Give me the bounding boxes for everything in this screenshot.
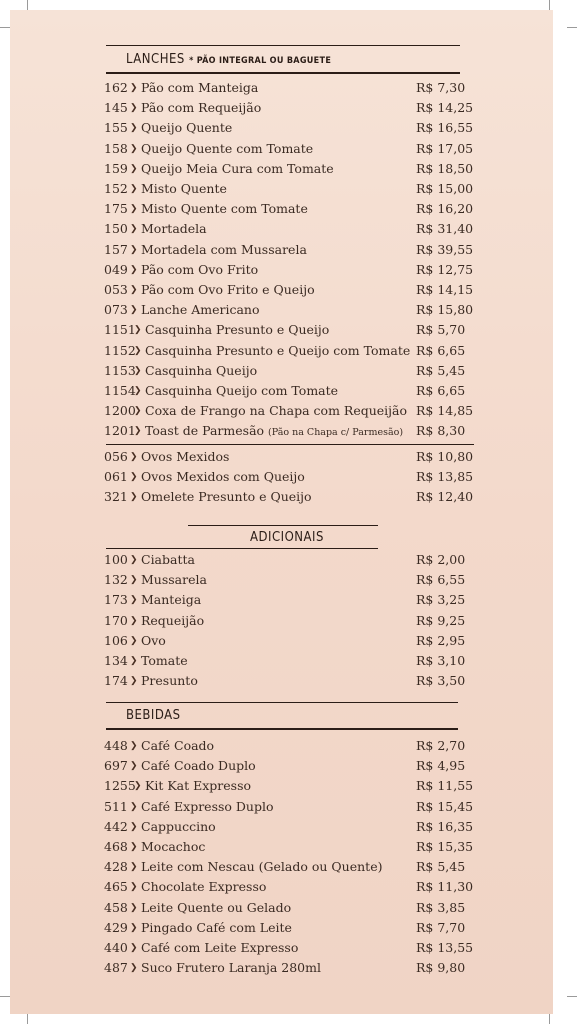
item-name-text: Pão com Ovo Frito e Queijo — [141, 282, 315, 297]
item-name — [141, 570, 207, 590]
item-price: R$ 16,20 — [416, 201, 474, 217]
item-name — [145, 361, 257, 381]
item-code: 458 — [104, 899, 128, 915]
item-name-text: Suco Frutero Laranja 280ml — [141, 960, 321, 976]
item-name — [141, 219, 207, 239]
item-name — [141, 118, 232, 138]
item-name-text: Pão com Requeijão — [141, 100, 262, 116]
item-name-text: Ovo — [141, 632, 166, 648]
item-code: 145 — [104, 100, 128, 116]
item-code: 1200 — [104, 403, 136, 419]
item-name — [141, 756, 256, 776]
item-price: R$ 3,10 — [416, 653, 466, 668]
item-code: 061 — [104, 469, 128, 485]
item-name — [145, 341, 410, 361]
item-name — [141, 817, 216, 837]
chevron-right-icon: ❯ — [130, 821, 138, 832]
chevron-right-icon: ❯ — [130, 472, 138, 483]
item-name — [141, 139, 313, 159]
item-name — [141, 671, 198, 691]
item-name — [141, 260, 258, 280]
item-name — [141, 447, 229, 467]
item-name-text: Mortadela — [141, 221, 207, 237]
item-name — [145, 401, 407, 421]
chevron-right-icon: ❯ — [130, 801, 138, 812]
item-price: R$ 4,95 — [416, 758, 466, 774]
chevron-right-icon: ❯ — [130, 244, 138, 255]
item-name — [145, 320, 329, 340]
item-name — [141, 240, 307, 260]
item-name — [145, 381, 338, 401]
item-price: R$ 2,95 — [416, 632, 466, 648]
item-name-text: Cappuccino — [141, 818, 216, 834]
item-code: 174 — [104, 673, 128, 689]
chevron-right-icon: ❯ — [130, 635, 138, 646]
item-name — [141, 837, 205, 857]
chevron-right-icon: ❯ — [130, 922, 138, 933]
item-name — [145, 421, 403, 443]
menu-item-row — [104, 857, 484, 877]
item-name-text: Café com Leite Expresso — [141, 940, 299, 955]
item-price: R$ 2,70 — [416, 738, 466, 753]
menu-item-row — [104, 918, 484, 938]
menu-item-row — [104, 421, 484, 441]
rule-lanches-bottom — [106, 72, 460, 74]
rule-bebidas-top — [106, 702, 458, 703]
chevron-right-icon: ❯ — [130, 224, 138, 235]
item-name — [141, 467, 305, 487]
item-price: R$ 9,25 — [416, 612, 466, 628]
item-name-text: Coxa de Frango na Chapa com Requeijão — [145, 403, 408, 419]
menu-item-row — [104, 118, 484, 138]
item-price: R$ 13,55 — [416, 940, 474, 955]
menu-item-row — [104, 958, 484, 978]
item-price: R$ 3,25 — [416, 592, 466, 608]
adicionais-title: ADICIONAIS — [250, 530, 324, 545]
menu-item-row — [104, 240, 484, 260]
chevron-right-icon: ❯ — [130, 285, 138, 295]
item-code: 428 — [104, 859, 128, 875]
menu-item-row — [104, 570, 484, 590]
item-name — [141, 877, 266, 897]
chevron-right-icon: ❯ — [130, 656, 138, 666]
chevron-right-icon: ❯ — [130, 184, 138, 194]
item-name — [145, 776, 251, 796]
item-name — [141, 958, 321, 978]
chevron-right-icon: ❯ — [130, 862, 138, 873]
item-name — [141, 918, 292, 938]
item-code: 155 — [104, 120, 128, 136]
crop-mark — [567, 996, 577, 997]
item-name — [141, 797, 274, 817]
menu-item-row — [104, 361, 484, 381]
item-code: 429 — [104, 919, 128, 935]
menu-item-row — [104, 756, 484, 776]
item-code: 134 — [104, 653, 128, 668]
item-name-text: Pingado Café com Leite — [141, 919, 292, 935]
item-price: R$ 11,30 — [416, 879, 474, 895]
menu-item-row — [104, 260, 484, 280]
chevron-right-icon: ❯ — [130, 163, 138, 174]
chevron-right-icon: ❯ — [130, 963, 138, 974]
item-name-text: Casquinha Queijo com Tomate — [145, 383, 339, 398]
item-name-text: Pão com Manteiga — [141, 80, 259, 95]
item-name-text: Manteiga — [141, 592, 202, 608]
section-title-adicionais — [250, 530, 324, 545]
chevron-right-icon: ❯ — [130, 305, 138, 316]
chevron-right-icon: ❯ — [130, 204, 138, 215]
item-price: R$ 9,80 — [416, 960, 466, 976]
item-name — [141, 651, 188, 671]
item-name-text: Kit Kat Expresso — [145, 778, 252, 794]
menu-item-row — [104, 381, 484, 401]
item-note: (Pão na Chapa c/ Parmesão) — [268, 427, 404, 439]
item-price: R$ 3,50 — [416, 673, 466, 689]
item-price: R$ 17,05 — [416, 140, 474, 156]
section-title-bebidas — [126, 708, 181, 723]
item-name — [141, 159, 334, 179]
item-name — [141, 78, 258, 98]
item-code: 487 — [104, 960, 128, 976]
crop-mark — [0, 27, 10, 28]
item-price: R$ 12,75 — [416, 261, 474, 277]
chevron-right-icon: ❯ — [130, 452, 138, 462]
chevron-right-icon: ❯ — [130, 264, 138, 275]
item-code: 049 — [104, 261, 128, 277]
item-price: R$ 14,25 — [416, 100, 474, 116]
menu-item-row — [104, 300, 484, 320]
menu-item-row — [104, 817, 484, 837]
item-price: R$ 3,85 — [416, 899, 466, 915]
item-code: 056 — [104, 449, 128, 464]
item-name — [141, 300, 260, 320]
item-name-text: Misto Quente — [141, 181, 227, 196]
item-code: 1154 — [104, 383, 136, 398]
item-name-text: Omelete Presunto e Queijo — [141, 489, 312, 505]
menu-item-row — [104, 139, 484, 159]
item-price: R$ 15,35 — [416, 839, 474, 854]
item-name-text: Presunto — [141, 673, 198, 689]
item-name-text: Casquinha Presunto e Queijo com Tomate — [145, 342, 411, 358]
rule-adicionais-bottom — [106, 548, 378, 549]
item-name-text: Queijo Quente com Tomate — [141, 140, 314, 156]
item-name-text: Café Coado Duplo — [141, 758, 256, 774]
chevron-right-icon: ❯ — [134, 406, 142, 417]
menu-item-row — [104, 736, 484, 756]
item-code: 053 — [104, 282, 128, 297]
item-price: R$ 14,85 — [416, 403, 474, 419]
item-code: 100 — [104, 552, 128, 567]
item-price: R$ 31,40 — [416, 221, 474, 237]
item-code: 150 — [104, 221, 128, 237]
item-name — [141, 631, 166, 651]
crop-mark — [549, 0, 550, 10]
item-name-text: Chocolate Expresso — [141, 879, 267, 895]
chevron-right-icon: ❯ — [130, 123, 138, 134]
item-name — [141, 550, 195, 570]
item-price: R$ 15,80 — [416, 302, 474, 318]
item-name — [141, 938, 298, 958]
item-price: R$ 5,45 — [416, 859, 466, 875]
item-code: 175 — [104, 201, 128, 217]
item-price: R$ 2,00 — [416, 552, 466, 567]
chevron-right-icon: ❯ — [130, 595, 138, 606]
chevron-right-icon: ❯ — [130, 761, 138, 772]
section-title-lanches — [126, 52, 331, 67]
item-name-text: Toast de Parmesão — [145, 423, 265, 439]
menu-item-row — [104, 98, 484, 118]
chevron-right-icon: ❯ — [134, 386, 142, 396]
crop-mark — [27, 0, 28, 10]
item-price: R$ 11,55 — [416, 778, 474, 794]
rule-ovos-divider — [106, 444, 474, 445]
item-name-text: Queijo Meia Cura com Tomate — [141, 160, 334, 176]
menu-item-row — [104, 447, 484, 467]
menu-page — [10, 10, 553, 1014]
menu-item-row — [104, 651, 484, 671]
chevron-right-icon: ❯ — [130, 83, 138, 93]
item-name-text: Misto Quente com Tomate — [141, 201, 308, 217]
item-code: 157 — [104, 241, 128, 257]
item-name — [141, 487, 312, 507]
chevron-right-icon: ❯ — [134, 426, 142, 437]
item-name — [141, 590, 201, 610]
menu-item-row — [104, 776, 484, 796]
item-name-text: Casquinha Queijo — [145, 362, 258, 378]
menu-item-row — [104, 78, 484, 98]
item-name-text: Queijo Quente — [141, 120, 233, 136]
item-price: R$ 7,70 — [416, 919, 466, 935]
chevron-right-icon: ❯ — [130, 676, 138, 687]
menu-item-row — [104, 837, 484, 857]
rule-lanches-top — [106, 45, 460, 46]
item-code: 440 — [104, 940, 128, 955]
item-price: R$ 13,85 — [416, 469, 474, 485]
item-code: 321 — [104, 489, 128, 505]
chevron-right-icon: ❯ — [134, 345, 142, 356]
item-code: 173 — [104, 592, 128, 608]
item-code: 170 — [104, 612, 128, 628]
chevron-right-icon: ❯ — [130, 882, 138, 893]
crop-mark — [0, 996, 10, 997]
item-code: 1255 — [104, 778, 136, 794]
item-name-text: Leite Quente ou Gelado — [141, 899, 292, 915]
item-code: 1153 — [104, 362, 136, 378]
item-code: 162 — [104, 80, 128, 95]
menu-item-row — [104, 341, 484, 361]
crop-mark — [549, 1014, 550, 1024]
chevron-right-icon: ❯ — [130, 143, 138, 154]
chevron-right-icon: ❯ — [134, 365, 142, 376]
menu-item-row — [104, 159, 484, 179]
item-code: 465 — [104, 879, 128, 895]
item-name-text: Café Coado — [141, 738, 215, 753]
bebidas-title: BEBIDAS — [126, 708, 181, 723]
item-code: 448 — [104, 738, 128, 753]
chevron-right-icon: ❯ — [130, 555, 138, 565]
item-code: 152 — [104, 181, 128, 196]
item-name — [141, 179, 227, 199]
menu-item-row — [104, 550, 484, 570]
item-price: R$ 6,65 — [416, 383, 466, 398]
item-price: R$ 16,55 — [416, 120, 474, 136]
menu-item-row — [104, 877, 484, 897]
menu-item-row — [104, 320, 484, 340]
item-name-text: Ovos Mexidos — [141, 449, 230, 464]
item-name — [141, 199, 308, 219]
menu-item-row — [104, 219, 484, 239]
item-name — [141, 898, 291, 918]
chevron-right-icon: ❯ — [130, 902, 138, 913]
menu-item-row — [104, 797, 484, 817]
item-name-text: Café Expresso Duplo — [141, 798, 274, 814]
item-price: R$ 12,40 — [416, 489, 474, 505]
item-code: 468 — [104, 839, 128, 854]
item-name-text: Ovos Mexidos com Queijo — [141, 469, 305, 485]
item-price: R$ 39,55 — [416, 241, 474, 257]
item-name-text: Casquinha Presunto e Queijo — [145, 322, 330, 338]
item-code: 1152 — [104, 342, 136, 358]
item-name-text: Mussarela — [141, 572, 207, 588]
item-code: 159 — [104, 160, 128, 176]
item-price: R$ 15,00 — [416, 181, 474, 196]
rule-bebidas-bottom — [106, 728, 458, 730]
item-name-text: Mocachoc — [141, 839, 206, 854]
item-name-text: Leite com Nescau (Gelado ou Quente) — [141, 859, 383, 875]
item-code: 132 — [104, 572, 128, 588]
menu-item-row — [104, 611, 484, 631]
chevron-right-icon: ❯ — [130, 741, 138, 751]
menu-item-row — [104, 467, 484, 487]
item-price: R$ 18,50 — [416, 160, 474, 176]
menu-item-row — [104, 199, 484, 219]
item-price: R$ 6,55 — [416, 572, 466, 588]
item-code: 106 — [104, 632, 128, 648]
item-name — [141, 98, 261, 118]
item-code: 1201 — [104, 423, 136, 439]
item-price: R$ 14,15 — [416, 282, 474, 297]
item-code: 073 — [104, 302, 128, 318]
menu-item-row — [104, 631, 484, 651]
lanches-subtitle: * PÃO INTEGRAL OU BAGUETE — [189, 56, 332, 66]
item-name-text: Mortadela com Mussarela — [141, 241, 307, 257]
item-price: R$ 16,35 — [416, 818, 474, 834]
item-code: 697 — [104, 758, 128, 774]
menu-item-row — [104, 280, 484, 300]
item-code: 1151 — [104, 322, 136, 338]
item-code: 442 — [104, 818, 128, 834]
item-name — [141, 280, 315, 300]
chevron-right-icon: ❯ — [130, 492, 138, 503]
item-name-text: Ciabatta — [141, 552, 195, 567]
chevron-right-icon: ❯ — [130, 842, 138, 852]
item-name-text: Requeijão — [141, 612, 205, 628]
menu-item-row — [104, 898, 484, 918]
menu-item-row — [104, 671, 484, 691]
item-name — [141, 611, 204, 631]
lanches-title: LANCHES — [126, 52, 185, 67]
chevron-right-icon: ❯ — [134, 325, 142, 336]
item-price: R$ 5,45 — [416, 362, 466, 378]
item-price: R$ 5,70 — [416, 322, 466, 338]
chevron-right-icon: ❯ — [130, 615, 138, 626]
item-price: R$ 6,65 — [416, 342, 466, 358]
menu-item-row — [104, 487, 484, 507]
chevron-right-icon: ❯ — [134, 781, 142, 792]
crop-mark — [27, 1014, 28, 1024]
item-name-text: Lanche Americano — [141, 302, 260, 318]
item-name-text: Pão com Ovo Frito — [141, 261, 259, 277]
rule-adicionais-top — [188, 525, 378, 526]
item-code: 511 — [104, 798, 128, 814]
item-name — [141, 857, 382, 877]
item-price: R$ 10,80 — [416, 449, 474, 464]
item-price: R$ 8,30 — [416, 423, 466, 439]
chevron-right-icon: ❯ — [130, 943, 138, 953]
crop-mark — [567, 27, 577, 28]
chevron-right-icon: ❯ — [130, 575, 138, 586]
chevron-right-icon: ❯ — [130, 103, 138, 114]
menu-item-row — [104, 179, 484, 199]
item-code: 158 — [104, 140, 128, 156]
menu-item-row — [104, 401, 484, 421]
menu-item-row — [104, 938, 484, 958]
item-price: R$ 7,30 — [416, 80, 466, 95]
item-name — [141, 736, 214, 756]
item-name-text: Tomate — [141, 653, 188, 668]
item-price: R$ 15,45 — [416, 798, 474, 814]
menu-item-row — [104, 590, 484, 610]
